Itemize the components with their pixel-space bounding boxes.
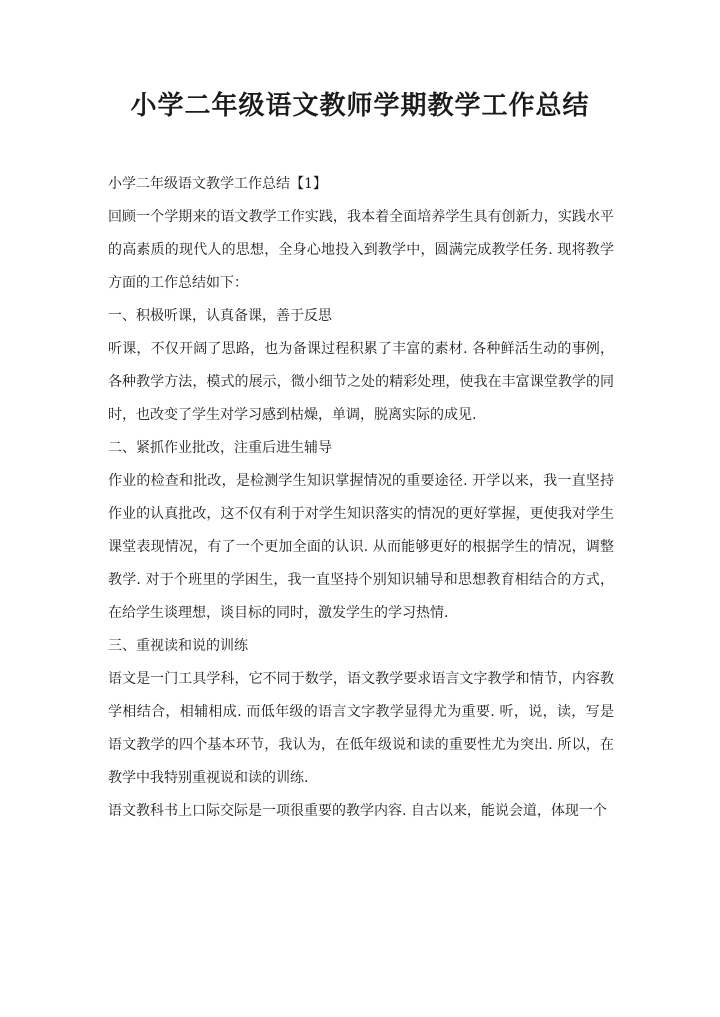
document-body — [108, 168, 614, 828]
section-heading: 二、紧抓作业批改，注重后进生辅导 — [108, 440, 332, 456]
body-paragraph: 语文教科书上口际交际是一项很重要的教学内容. 自古以来，能说会道，体现一个 — [108, 803, 607, 819]
section-heading: 小学二年级语文教学工作总结【1】 — [108, 176, 327, 192]
section-heading: 三、重视读和说的训练 — [108, 638, 248, 654]
document-title: 小学二年级语文教师学期教学工作总结 — [130, 91, 590, 121]
body-paragraph: 回顾一个学期来的语文教学工作实践，我本着全面培养学生具有创新力，实践水平的高素质的现代人的思想，全身心地投入到教学中，圆满完成教学任务. 现将教学方面的工作总结如下： — [108, 209, 614, 291]
body-paragraph: 作业的检查和批改，是检测学生知识掌握情况的重要途径. 开学以来，我一直坚持作业的认真批改，这不仅有利于对学生知识落实的情况的更好掌握，更使我对学生课堂表现情况，有了一个更加全面的认识. 从而能够更好的根据学生的情况，调整教学. 对于个班里的学困生，我一直坚持个别知识辅导和思想教育相结合的方式，在给学生谈理想，谈目标的同时，激发学生的学习热情. — [108, 473, 614, 621]
section-heading: 一、积极听课，认真备课，善于反思 — [108, 308, 332, 324]
body-paragraph: 听课，不仅开阔了思路，也为备课过程积累了丰富的素材. 各种鲜活生动的事例，各种教学方法，模式的展示，微小细节之处的精彩处理，使我在丰富课堂教学的同时，也改变了学生对学习感到枯燥，单调，脱离实际的成见. — [108, 341, 614, 423]
body-paragraph: 语文是一门工具学科，它不同于数学，语文教学要求语言文字教学和情节，内容教学相结合，相辅相成. 而低年级的语言文字教学显得尤为重要. 听，说，读，写是语文教学的四个基本环节，我认为，在低年级说和读的重要性尤为突出. 所以，在教学中我特别重视说和读的训练. — [108, 671, 614, 786]
